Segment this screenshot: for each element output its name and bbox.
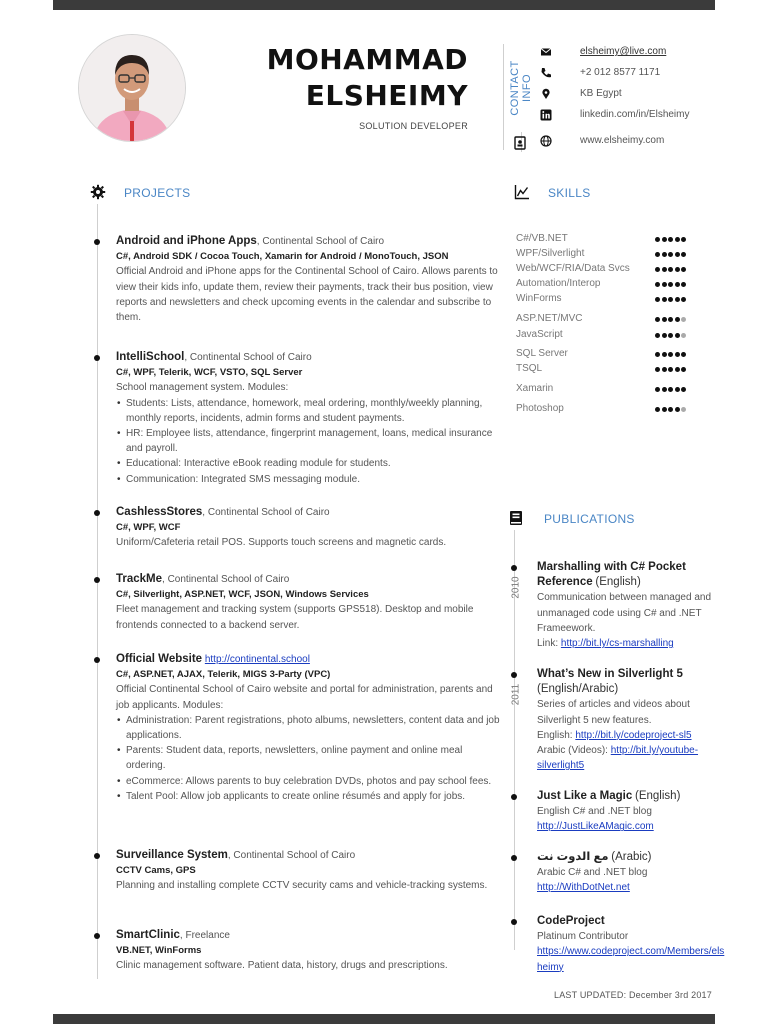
project-description: Planning and installing complete CCTV security cams and vehicle-tracking systems. (116, 880, 488, 892)
publication-silverlight5 (537, 667, 727, 773)
rating-dot (675, 367, 680, 372)
rating-dot (662, 237, 667, 242)
project-org: , Continental School of Cairo (184, 352, 312, 363)
rating-dot (655, 267, 660, 272)
publication-codeproject (537, 914, 727, 975)
project-tech: C#, WPF, WCF (116, 522, 181, 534)
rating-dot (675, 407, 680, 412)
rating-dot (668, 237, 673, 242)
rating-dot (681, 367, 686, 372)
location-pin-icon (540, 88, 552, 100)
rating-dot (668, 267, 673, 272)
publication-title: Just Like a Magic (537, 790, 633, 802)
publication-language: (English/Arabic) (537, 683, 619, 696)
rating-dot (668, 387, 673, 392)
rating-dot (681, 282, 686, 287)
module-list (116, 396, 501, 487)
rating-dot (655, 237, 660, 242)
project-trackme (116, 572, 501, 633)
link-label: English: (537, 729, 576, 741)
linkedin-url[interactable]: linkedin.com/in/Elsheimy (580, 109, 690, 120)
timeline-dot (94, 355, 100, 361)
publication-title: What’s New in Silverlight 5 (537, 668, 683, 680)
project-smartclinic (116, 928, 501, 974)
skill-name: TSQL (516, 363, 543, 374)
project-title: TrackMe (116, 573, 163, 585)
rating-dot (675, 282, 680, 287)
project-description: School management system. Modules: (116, 382, 289, 394)
skill-rating (655, 352, 686, 360)
project-description: Official Android and iPhone apps for the Continental School of Cairo. Allows parents to view their kids info, update them, review their payments, track their bus position, view reports and newsletters and check upcoming events in the calendar and subscribe to them. (116, 266, 498, 324)
rating-dot (655, 367, 660, 372)
email-link[interactable]: elsheimy@live.com (580, 46, 667, 57)
timeline-dot (94, 577, 100, 583)
project-org: , Continental School of Cairo (256, 236, 385, 247)
skill-name: Photoshop (516, 403, 564, 414)
module-item: • Communication: Integrated SMS messaging module. (126, 472, 501, 487)
timeline-dot (94, 239, 100, 245)
timeline-dot (94, 933, 100, 939)
skill-name: SQL Server (516, 348, 568, 359)
project-description: Clinic management software. Patient data, history, drugs and prescriptions. (116, 960, 448, 972)
rating-dot (681, 297, 686, 302)
project-org: , Continental School of Cairo (162, 574, 290, 585)
project-official-website (116, 652, 501, 804)
timeline-dot (511, 565, 517, 571)
rating-dot (662, 252, 667, 257)
publication-withdotnet (537, 850, 727, 896)
rating-dot (681, 407, 686, 412)
rating-dot (662, 267, 667, 272)
rating-dot (668, 333, 673, 338)
skill-rating (655, 252, 686, 260)
rating-dot (681, 252, 686, 257)
project-title: Android and iPhone Apps (116, 235, 257, 247)
rating-dot (668, 367, 673, 372)
website-url[interactable]: www.elsheimy.com (580, 135, 665, 146)
globe-icon (540, 135, 552, 147)
rating-dot (655, 352, 660, 357)
project-intellischool (116, 350, 501, 487)
timeline-dot (511, 919, 517, 925)
publications-heading: PUBLICATIONS (544, 512, 635, 526)
project-title: SmartClinic (116, 929, 180, 941)
phone-icon (540, 67, 552, 79)
rating-dot (655, 317, 660, 322)
publication-marshalling (537, 560, 727, 651)
rating-dot (662, 333, 667, 338)
project-tech: C#, WPF, Telerik, WCF, VSTO, SQL Server (116, 367, 303, 379)
skill-rating (655, 367, 686, 375)
link-label: Arabic (Videos): (537, 745, 611, 757)
publication-link[interactable]: http://WithDotNet.net (537, 882, 630, 894)
person-name (240, 42, 468, 114)
project-tech: C#, ASP.NET, AJAX, Telerik, MIGS 3-Party (VPC) (116, 669, 331, 681)
rating-dot (675, 387, 680, 392)
project-tech: VB.NET, WinForms (116, 945, 202, 957)
chart-line-icon (514, 184, 530, 200)
skill-name: Web/WCF/RIA/Data Svcs (516, 263, 630, 274)
publication-link[interactable]: https://www.codeproject.com/Members/elsheimy (537, 946, 725, 973)
module-list (116, 713, 501, 804)
rating-dot (675, 252, 680, 257)
name-last: ELSHEIMY (305, 79, 468, 112)
project-org: , Freelance (179, 930, 230, 941)
projects-timeline (97, 204, 98, 979)
last-updated: LAST UPDATED: December 3rd 2017 (554, 990, 712, 1000)
rating-dot (675, 317, 680, 322)
rating-dot (662, 407, 667, 412)
rating-dot (655, 297, 660, 302)
rating-dot (662, 367, 667, 372)
skill-name: WinForms (516, 293, 562, 304)
module-item: • Administration: Parent registrations, photo albums, newsletters, content data and job applications. (126, 713, 501, 743)
top-bar (53, 0, 715, 10)
skills-heading: SKILLS (548, 186, 591, 200)
phone-number: +2 012 8577 1171 (580, 67, 661, 78)
project-title: Official Website (116, 653, 203, 665)
project-tech: C#, Android SDK / Cocoa Touch, Xamarin for Android / MonoTouch, JSON (116, 251, 449, 263)
rating-dot (681, 317, 686, 322)
skill-rating (655, 282, 686, 290)
module-item: • Talent Pool: Allow job applicants to create online résumés and apply for jobs. (126, 789, 501, 804)
module-item: • eCommerce: Allows parents to buy celebration DVDs, photos and pay school fees. (126, 774, 501, 789)
publication-language: (Arabic) (611, 851, 652, 863)
module-item: • Educational: Interactive eBook reading module for students. (126, 456, 501, 471)
rating-dot (675, 237, 680, 242)
rating-dot (668, 317, 673, 322)
website-link[interactable]: http://continental.school (204, 654, 310, 665)
project-android-iphone (116, 234, 501, 325)
project-surveillance (116, 848, 501, 894)
publication-description: Series of articles and videos about Silverlight 5 new features. (537, 699, 690, 726)
link-label: Link: (537, 638, 561, 650)
project-title: IntelliSchool (116, 351, 185, 363)
rating-dot (668, 352, 673, 357)
module-item: • Parents: Student data, reports, newsletters, online payment and online meal ordering. (126, 743, 501, 773)
gear-icon (90, 184, 106, 200)
rating-dot (662, 317, 667, 322)
rating-dot (675, 333, 680, 338)
linkedin-icon (540, 109, 552, 121)
contact-info-text: CONTACT INFO (509, 60, 533, 116)
module-item: • Students: Lists, attendance, homework, meal ordering, monthly/weekly planning, monthly reports, incidents, admin forms and student payments. (126, 396, 501, 426)
publication-description: Arabic C# and .NET blog (537, 867, 648, 879)
skill-rating (655, 387, 686, 395)
rating-dot (655, 387, 660, 392)
skill-rating (655, 297, 686, 305)
job-title: SOLUTION DEVELOPER (359, 121, 468, 131)
project-cashlessstores (116, 505, 501, 551)
publication-description: Platinum Contributor (537, 931, 629, 943)
timeline-dot (94, 657, 100, 663)
rating-dot (675, 352, 680, 357)
project-description: Uniform/Cafeteria retail POS. Supports touch screens and magnetic cards. (116, 537, 447, 549)
publication-title: CodeProject (537, 915, 605, 927)
rating-dot (662, 282, 667, 287)
contact-divider (503, 44, 504, 150)
skill-rating (655, 237, 686, 245)
timeline-dot (94, 510, 100, 516)
publication-description: English C# and .NET blog (537, 806, 652, 818)
skill-rating (655, 333, 686, 341)
rating-dot (662, 297, 667, 302)
project-tech: CCTV Cams, GPS (116, 865, 196, 877)
year-label: 2011 (510, 683, 522, 706)
project-org: , Continental School of Cairo (202, 507, 330, 518)
email-icon (540, 46, 552, 58)
skill-rating (655, 267, 686, 275)
skill-name: ASP.NET/MVC (516, 313, 583, 324)
name-first: MOHAMMAD (266, 43, 468, 76)
project-description: Fleet management and tracking system (supports GPS518). Desktop and mobile frontends connected to a backend server. (116, 604, 474, 631)
year-label: 2010 (510, 576, 522, 599)
project-title: CashlessStores (116, 506, 203, 518)
publication-link[interactable]: http://bit.ly/codeproject-sl5 (575, 729, 692, 741)
publication-language: (English) (635, 790, 681, 802)
project-title: Surveillance System (116, 849, 228, 861)
rating-dot (681, 387, 686, 392)
publication-description: Communication between managed and unmanaged code using C# and .NET Frameework. (537, 592, 711, 634)
skill-name: WPF/Silverlight (516, 248, 585, 259)
rating-dot (675, 267, 680, 272)
rating-dot (675, 297, 680, 302)
rating-dot (662, 387, 667, 392)
publication-link[interactable]: http://bit.ly/cs-marshalling (560, 638, 674, 650)
contact-card-icon (514, 136, 526, 150)
skill-name: Automation/Interop (516, 278, 601, 289)
timeline-dot (511, 855, 517, 861)
timeline-dot (511, 794, 517, 800)
publication-link[interactable]: http://bit.ly/youtube-silverlight5 (537, 745, 699, 772)
bottom-bar (53, 1014, 715, 1024)
skill-rating (655, 317, 686, 325)
contact-info-label (509, 42, 533, 128)
location-text: KB Egypt (580, 88, 622, 99)
book-icon (508, 510, 524, 526)
publication-title: مع الدوت نت (537, 851, 609, 863)
publication-justlikeamagic (537, 789, 727, 835)
skill-name: Xamarin (516, 383, 554, 394)
skill-name: JavaScript (516, 329, 563, 340)
rating-dot (681, 267, 686, 272)
rating-dot (655, 282, 660, 287)
project-org: , Continental School of Cairo (227, 850, 356, 861)
project-tech: C#, Silverlight, ASP.NET, WCF, JSON, Windows Services (116, 589, 369, 601)
timeline-dot (511, 672, 517, 678)
project-description: Official Continental School of Cairo website and portal for administration, parents and job applicants. Modules: (116, 684, 493, 711)
skill-name: C#/VB.NET (516, 233, 568, 244)
rating-dot (668, 407, 673, 412)
rating-dot (681, 333, 686, 338)
rating-dot (668, 282, 673, 287)
rating-dot (655, 252, 660, 257)
rating-dot (681, 237, 686, 242)
publication-language: (English) (595, 576, 641, 589)
rating-dot (668, 297, 673, 302)
module-item: • HR: Employee lists, attendance, fingerprint management, loans, medical insurance and payroll. (126, 426, 501, 456)
rating-dot (662, 352, 667, 357)
timeline-dot (94, 853, 100, 859)
skill-rating (655, 407, 686, 415)
projects-heading: PROJECTS (124, 186, 191, 200)
rating-dot (681, 352, 686, 357)
avatar (78, 34, 186, 142)
rating-dot (655, 407, 660, 412)
publication-title: Marshalling with C# Pocket Reference (537, 561, 686, 589)
rating-dot (655, 333, 660, 338)
publication-link[interactable]: http://JustLikeAMagic.com (537, 821, 654, 833)
rating-dot (668, 252, 673, 257)
